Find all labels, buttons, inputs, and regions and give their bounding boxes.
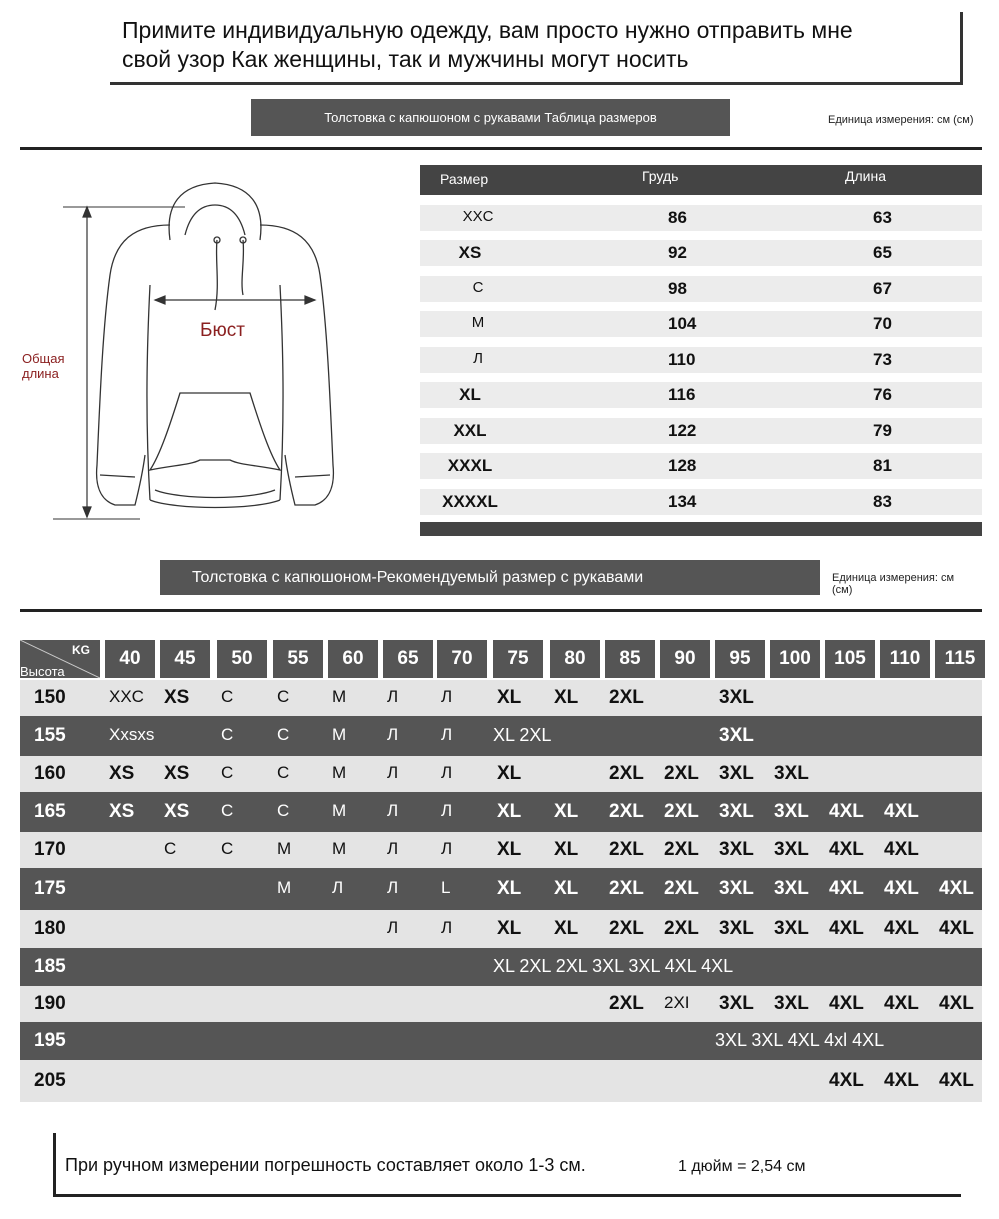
weight-header: 55 [273, 640, 323, 678]
length-cell: 70 [873, 314, 892, 333]
size-row [420, 347, 982, 373]
size-recommendation: 4XL [939, 878, 974, 899]
size-recommendation: 3XL [774, 763, 809, 784]
rec-row [20, 1022, 982, 1060]
size-recommendation: Л [441, 918, 453, 937]
chest-cell: 98 [668, 279, 687, 298]
size-recommendation: XL [554, 878, 579, 899]
size-recommendation: 4XL [939, 993, 974, 1014]
height-label: 185 [34, 956, 66, 977]
header-text [122, 16, 962, 74]
size-table-title [251, 99, 730, 136]
size-recommendation: XL [497, 878, 522, 899]
size-recommendation: 2XL [664, 918, 699, 939]
size-recommendation: M [332, 687, 347, 706]
size-recommendation: 2XL [609, 801, 644, 822]
length-cell: 81 [873, 456, 892, 475]
weight-header: 95 [715, 640, 765, 678]
size-recommendation: 3XL [774, 918, 809, 939]
size-recommendation: 2XL [609, 687, 644, 708]
rec-table-title-text: Толстовка с капюшоном-Рекомендуемый размер с рукавами [192, 568, 644, 586]
size-recommendation: XL 2XL [493, 725, 552, 745]
size-recommendation: M [277, 839, 292, 858]
height-label: 180 [34, 918, 66, 939]
size-row [420, 489, 982, 515]
footer-inch: 1 дюйм = 2,54 см [678, 1158, 806, 1175]
col-chest: Грудь [642, 168, 679, 184]
size-cell: XXC [462, 208, 494, 225]
size-recommendation: M [332, 801, 347, 820]
length-label [22, 351, 65, 381]
size-recommendation: 4XL [829, 839, 864, 860]
size-recommendation: 2XL [664, 801, 699, 822]
size-recommendation: 4XL [884, 801, 919, 822]
size-recommendation: XL [497, 687, 522, 708]
rec-row [20, 868, 982, 910]
size-recommendation: 4XL [829, 878, 864, 899]
chest-cell: 86 [668, 208, 687, 227]
height-label: 190 [34, 993, 66, 1014]
size-recommendation: Л [387, 687, 399, 706]
weight-header: 60 [328, 640, 378, 678]
size-recommendation: 4XL [884, 1070, 919, 1091]
size-recommendation: C [221, 725, 234, 744]
size-recommendation: Л [387, 763, 399, 782]
size-recommendation: 3XL [774, 801, 809, 822]
size-recommendation: C [164, 839, 177, 858]
length-cell: 79 [873, 421, 892, 440]
rec-row [20, 832, 982, 868]
weight-header: 105 [825, 640, 875, 678]
size-recommendation: XL [554, 687, 579, 708]
bust-label: Бюст [200, 320, 245, 341]
footer-note: При ручном измерении погрешность составляет около 1-3 см. [65, 1155, 586, 1175]
size-recommendation: 2XL [609, 763, 644, 784]
chest-cell: 134 [668, 492, 697, 511]
size-recommendation: 3XL [719, 878, 754, 899]
size-recommendation: M [277, 878, 292, 897]
size-recommendation: 4XL [829, 993, 864, 1014]
size-recommendation: 2XL [664, 839, 699, 860]
size-cell: M [471, 314, 485, 331]
footer-bracket-bottom [53, 1194, 961, 1197]
divider [20, 147, 982, 150]
size-recommendation: 3XL 3XL 4XL 4xl 4XL [715, 1030, 885, 1050]
weight-header: 115 [935, 640, 985, 678]
length-label-1: Общая [22, 351, 65, 366]
rec-row [20, 716, 982, 756]
size-recommendation: M [332, 725, 347, 744]
size-recommendation: 4XL [939, 1070, 974, 1091]
size-recommendation: 3XL [774, 993, 809, 1014]
size-recommendation: XL [497, 918, 522, 939]
size-recommendation: 4XL [884, 993, 919, 1014]
length-cell: 63 [873, 208, 892, 227]
size-recommendation: XS [164, 763, 190, 784]
size-recommendation: Л [441, 725, 453, 744]
weight-header: 90 [660, 640, 710, 678]
rec-row [20, 680, 982, 716]
size-recommendation: 2XL [609, 993, 644, 1014]
size-recommendation: 3XL [719, 839, 754, 860]
size-recommendation: M [332, 839, 347, 858]
size-recommendation: C [277, 725, 290, 744]
size-recommendation: Л [441, 763, 453, 782]
size-table-footer-bar [420, 522, 982, 536]
weight-header: 85 [605, 640, 655, 678]
weight-header: 100 [770, 640, 820, 678]
size-cell: Л [473, 350, 483, 367]
length-cell: 73 [873, 350, 892, 369]
length-cell: 76 [873, 385, 892, 404]
size-row [420, 382, 982, 408]
size-recommendation: 2XI [664, 993, 690, 1012]
weight-header: 45 [160, 640, 210, 678]
rec-row [20, 948, 982, 986]
size-recommendation: 3XL [774, 839, 809, 860]
size-recommendation: XS [109, 801, 135, 822]
chest-cell: 110 [668, 350, 696, 369]
size-recommendation: 4XL [829, 1070, 864, 1091]
size-recommendation: XXC [109, 687, 144, 706]
size-recommendation: 2XL [664, 878, 699, 899]
size-row [420, 205, 982, 231]
weight-header: 40 [105, 640, 155, 678]
size-recommendation: XS [109, 763, 135, 784]
length-cell: 83 [873, 492, 892, 511]
size-row [420, 276, 982, 302]
size-cell: XXXL [447, 456, 493, 475]
size-recommendation: C [221, 801, 234, 820]
size-cell: C [472, 279, 484, 296]
chest-cell: 104 [668, 314, 697, 333]
size-recommendation: C [221, 839, 234, 858]
size-recommendation: Л [387, 839, 399, 858]
weight-header: 70 [437, 640, 487, 678]
length-label-2: длина [22, 366, 59, 381]
size-recommendation: XL [554, 801, 579, 822]
size-recommendation: C [221, 687, 234, 706]
rec-row [20, 986, 982, 1022]
chest-cell: 92 [668, 243, 687, 262]
height-label: 175 [34, 878, 66, 899]
size-recommendation: 4XL [884, 878, 919, 899]
size-recommendation: 3XL [719, 763, 754, 784]
size-row [420, 240, 982, 266]
rec-row [20, 1060, 982, 1102]
size-cell: XXL [453, 421, 487, 440]
size-recommendation: 2XL [609, 839, 644, 860]
size-recommendation: L [441, 878, 451, 897]
rec-row [20, 910, 982, 948]
size-cell: XL [459, 385, 481, 404]
hoodie-illustration [15, 165, 415, 535]
size-recommendation: 3XL [719, 801, 754, 822]
footer-bracket-left [53, 1133, 56, 1197]
size-table-unit: Единица измерения: см (см) [828, 114, 974, 126]
size-recommendation: M [332, 763, 347, 782]
size-recommendation: 2XL [609, 878, 644, 899]
size-table-header [420, 165, 982, 195]
size-table-title-text: Толстовка с капюшоном с рукавами Таблица размеров [324, 110, 657, 125]
size-recommendation: Л [332, 878, 344, 897]
size-row [420, 311, 982, 337]
size-recommendation: XL [554, 918, 579, 939]
size-row [420, 418, 982, 444]
weight-header: 80 [550, 640, 600, 678]
size-recommendation: 4XL [829, 801, 864, 822]
col-length: Длина [845, 168, 886, 184]
size-recommendation: Л [387, 918, 399, 937]
weight-header: 65 [383, 640, 433, 678]
chest-cell: 116 [668, 385, 696, 404]
size-recommendation: XS [164, 801, 190, 822]
size-cell: XS [458, 243, 482, 262]
size-cell: XXXXL [442, 492, 498, 511]
size-recommendation: XL [497, 839, 522, 860]
size-recommendation: 3XL [719, 993, 754, 1014]
weight-header: 75 [493, 640, 543, 678]
length-cell: 67 [873, 279, 892, 298]
size-recommendation: XS [164, 687, 190, 708]
rec-row [20, 756, 982, 792]
corner-cell [20, 640, 100, 678]
chest-cell: 122 [668, 421, 697, 440]
height-label: 170 [34, 839, 66, 860]
rec-table-title [160, 560, 820, 595]
height-label: 195 [34, 1030, 66, 1051]
length-cell: 65 [873, 243, 892, 262]
size-recommendation: Л [387, 878, 399, 897]
size-recommendation: C [277, 801, 290, 820]
size-recommendation: 3XL [719, 687, 754, 708]
divider [20, 609, 982, 612]
size-recommendation: XL [497, 763, 522, 784]
size-recommendation: 4XL [939, 918, 974, 939]
rec-unit-2: (см) [832, 584, 853, 596]
header-line-2: свой узор Как женщины, так и мужчины могут носить [122, 46, 689, 72]
size-recommendation: 3XL [719, 918, 754, 939]
size-recommendation: Л [441, 801, 453, 820]
size-recommendation: Л [441, 839, 453, 858]
size-recommendation: C [277, 763, 290, 782]
size-recommendation: 2XL [609, 918, 644, 939]
size-recommendation: C [221, 763, 234, 782]
rec-unit-1: Единица измерения: см [832, 572, 955, 584]
height-label: 150 [34, 687, 66, 708]
height-label: 205 [34, 1070, 66, 1091]
weight-header: 110 [880, 640, 930, 678]
height-label: 155 [34, 725, 66, 746]
size-recommendation: 2XL [664, 763, 699, 784]
size-recommendation: Л [387, 801, 399, 820]
weight-header: 50 [217, 640, 267, 678]
height-label: 165 [34, 801, 66, 822]
size-recommendation: 3XL [774, 878, 809, 899]
col-size: Размер [440, 171, 489, 187]
size-recommendation: XL 2XL 2XL 3XL 3XL 4XL 4XL [493, 956, 734, 976]
size-recommendation: XL [554, 839, 579, 860]
corner-kg: KG [72, 643, 90, 657]
size-row [420, 453, 982, 479]
size-recommendation: Xxsxs [109, 725, 155, 744]
header-line-1: Примите индивидуальную одежду, вам просто нужно отправить мне [122, 17, 853, 43]
size-recommendation: 4XL [884, 839, 919, 860]
corner-height: Высота [20, 664, 65, 678]
size-recommendation: 3XL [719, 725, 754, 746]
size-recommendation: Л [387, 725, 399, 744]
size-recommendation: Л [441, 687, 453, 706]
chest-cell: 128 [668, 456, 697, 475]
size-recommendation: C [277, 687, 290, 706]
size-recommendation: 4XL [829, 918, 864, 939]
size-recommendation: XL [497, 801, 522, 822]
size-recommendation: 4XL [884, 918, 919, 939]
height-label: 160 [34, 763, 66, 784]
rec-table-unit [832, 572, 954, 596]
rec-row [20, 792, 982, 832]
